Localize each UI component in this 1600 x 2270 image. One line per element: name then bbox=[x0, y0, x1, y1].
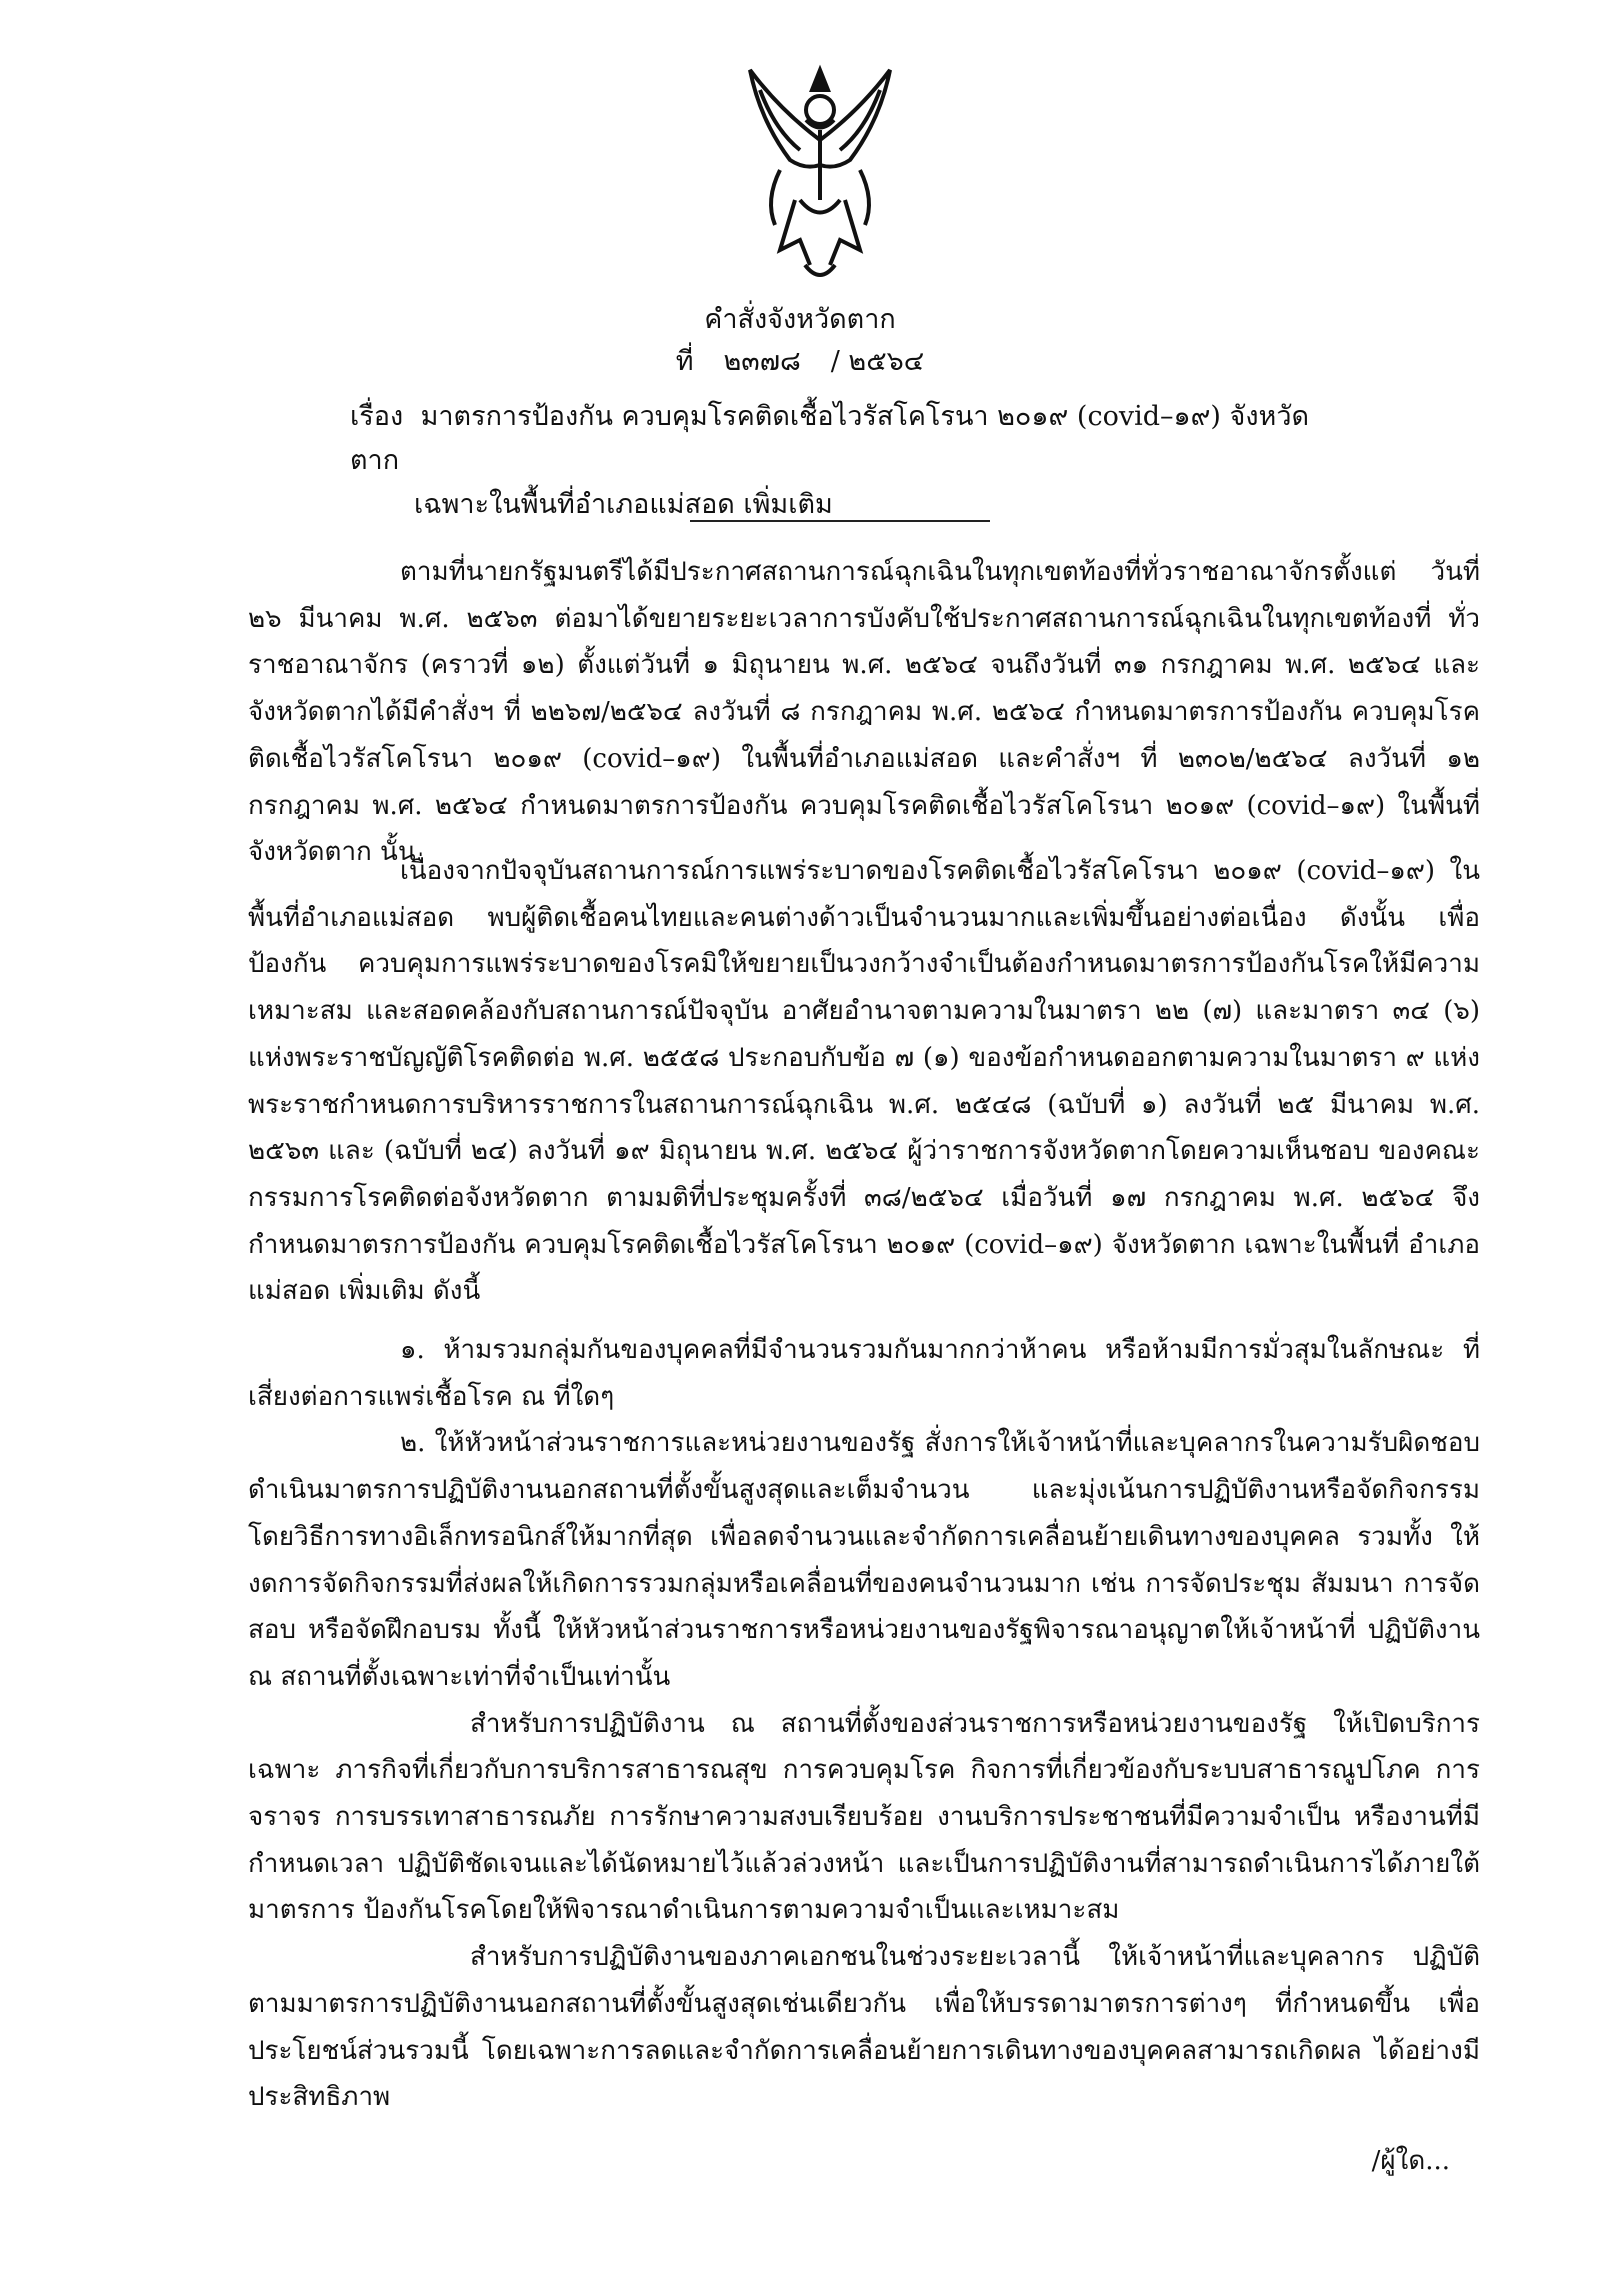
subject-label: เรื่อง bbox=[350, 401, 404, 432]
measure-item-2: ๒. ให้หัวหน้าส่วนราชการและหน่วยงานของรัฐ สั่งการให้เจ้าหน้าที่และบุคลากรในความรับผิดชอบ ดำเนินมาตรการปฏิบัติงานนอกสถานที่ตั้งขั้นสูงสุดและเต็มจำนวน และมุ่งเน้นการปฏิบัติงานหรือจัดกิจกรรม โดยวิธีการทางอิเล็กทรอนิกส์ให้มากที่สุด เพื่อลดจำนวนและจำกัดการเคลื่อนย้ายเดินทางของบุคคล รวมทั้ง ให้งดการจัดกิจกรรมที่ส่งผลให้เกิดการรวมกลุ่มหรือเคลื่อนที่ของคนจำนวนมาก เช่น การจัดประชุม สัมมนา การจัดสอบ หรือจัดฝึกอบรม ทั้งนี้ ให้หัวหน้าส่วนราชการหรือหน่วยงานของรัฐพิจารณาอนุญาตให้เจ้าหน้าที่ ปฏิบัติงาน ณ สถานที่ตั้งเฉพาะเท่าที่จำเป็นเท่านั้น bbox=[248, 1428, 1480, 1692]
garuda-emblem-icon bbox=[720, 50, 920, 290]
paragraph-2-text: เนื่องจากปัจจุบันสถานการณ์การแพร่ระบาดของโรคติดเชื้อไวรัสโคโรนา ๒๐๑๙ (covid–๑๙) ในพื้นที่อำเภอแม่สอด พบผู้ติดเชื้อคนไทยและคนต่างด้าวเป็นจำนวนมากและเพิ่มขึ้นอย่างต่อเนื่อง ดังนั้น เพื่อป้องกัน ควบคุมการแพร่ระบาดของโรคมิให้ขยายเป็นวงกว้างจำเป็นต้องกำหนดมาตรการป้องกันโรคให้มีความเหมาะสม และสอดคล้องกับสถานการณ์ปัจจุบัน อาศัยอำนาจตามความในมาตรา ๒๒ (๗) และมาตรา ๓๔ (๖) แห่งพระราชบัญญัติโรคติดต่อ พ.ศ. ๒๕๕๘ ประกอบกับข้อ ๗ (๑) ของข้อกำหนดออกตามความในมาตรา ๙ แห่งพระราชกำหนดการบริหารราชการในสถานการณ์ฉุกเฉิน พ.ศ. ๒๕๔๘ (ฉบับที่ ๑) ลงวันที่ ๒๕ มีนาคม พ.ศ. ๒๕๖๓ และ (ฉบับที่ ๒๔) ลงวันที่ ๑๙ มิถุนายน พ.ศ. ๒๕๖๔ ผู้ว่าราชการจังหวัดตากโดยความเห็นชอบ ของคณะกรรมการโรคติดต่อจังหวัดตาก ตามมติที่ประชุมครั้งที่ ๓๘/๒๕๖๔ เมื่อวันที่ ๑๗ กรกฎาคม พ.ศ. ๒๕๖๔ จึงกำหนดมาตรการป้องกัน ควบคุมโรคติดเชื้อไวรัสโคโรนา ๒๐๑๙ (covid–๑๙) จังหวัดตาก เฉพาะในพื้นที่ อำเภอแม่สอด เพิ่มเติม ดังนี้ bbox=[248, 856, 1480, 1307]
title-divider bbox=[690, 520, 990, 522]
paragraph-1-text: ตามที่นายกรัฐมนตรีได้มีประกาศสถานการณ์ฉุกเฉินในทุกเขตท้องที่ทั่วราชอาณาจักรตั้งแต่ วันที่ ๒๖ มีนาคม พ.ศ. ๒๕๖๓ ต่อมาได้ขยายระยะเวลาการบังคับใช้ประกาศสถานการณ์ฉุกเฉินในทุกเขตท้องที่ ทั่วราชอาณาจักร (คราวที่ ๑๒) ตั้งแต่วันที่ ๑ มิถุนายน พ.ศ. ๒๕๖๔ จนถึงวันที่ ๓๑ กรกฎาคม พ.ศ. ๒๕๖๔ และจังหวัดตากได้มีคำสั่งฯ ที่ ๒๒๖๗/๒๕๖๔ ลงวันที่ ๘ กรกฎาคม พ.ศ. ๒๕๖๔ กำหนดมาตรการป้องกัน ควบคุมโรค ติดเชื้อไวรัสโคโรนา ๒๐๑๙ (covid–๑๙) ในพื้นที่อำเภอแม่สอด และคำสั่งฯ ที่ ๒๓๐๒/๒๕๖๔ ลงวันที่ ๑๒ กรกฎาคม พ.ศ. ๒๕๖๔ กำหนดมาตรการป้องกัน ควบคุมโรคติดเชื้อไวรัสโคโรนา ๒๐๑๙ (covid–๑๙) ในพื้นที่จังหวัดตาก นั้น bbox=[248, 557, 1480, 868]
order-number-label: ที่ bbox=[675, 346, 694, 377]
measures-list bbox=[248, 1327, 1480, 2121]
measure-item-2-sub-1: สำหรับการปฏิบัติงาน ณ สถานที่ตั้งของส่วนราชการหรือหน่วยงานของรัฐ ให้เปิดบริการเฉพาะ ภารกิจที่เกี่ยวกับการบริการสาธารณสุข การควบคุมโรค กิจการที่เกี่ยวข้องกับระบบสาธารณูปโภค การจราจร การบรรเทาสาธารณภัย การรักษาความสงบเรียบร้อย งานบริการประชาชนที่มีความจำเป็น หรืองานที่มีกำหนดเวลา ปฏิบัติชัดเจนและได้นัดหมายไว้แล้วล่วงหน้า และเป็นการปฏิบัติงานที่สามารถดำเนินการได้ภายใต้มาตรการ ป้องกันโรคโดยให้พิจารณาดำเนินการตามความจำเป็นและเหมาะสม bbox=[248, 1708, 1480, 1926]
measure-item-1: ๑. ห้ามรวมกลุ่มกันของบุคคลที่มีจำนวนรวมกันมากกว่าห้าคน หรือห้ามมีการมั่วสุมในลักษณะ ที่เสี่ยงต่อการแพร่เชื้อโรค ณ ที่ใดๆ bbox=[248, 1335, 1480, 1412]
order-number-line bbox=[0, 342, 1600, 382]
measure-item-2-sub-2: สำหรับการปฏิบัติงานของภาคเอกชนในช่วงระยะเวลานี้ ให้เจ้าหน้าที่และบุคลากร ปฏิบัติตามมาตรการปฏิบัติงานนอกสถานที่ตั้งขั้นสูงสุดเช่นเดียวกัน เพื่อให้บรรดามาตรการต่างๆ ที่กำหนดขึ้น เพื่อประโยชน์ส่วนรวมนี้ โดยเฉพาะการลดและจำกัดการเคลื่อนย้ายการเดินทางของบุคคลสามารถเกิดผล ได้อย่างมีประสิทธิภาพ bbox=[248, 1942, 1480, 2113]
page-continuation: /ผู้ใด... bbox=[1371, 2146, 1450, 2176]
order-title: คำสั่งจังหวัดตาก bbox=[704, 304, 896, 335]
subject-line-1: มาตรการป้องกัน ควบคุมโรคติดเชื้อไวรัสโคโรนา ๒๐๑๙ (covid–๑๙) จังหวัดตาก bbox=[350, 401, 1310, 476]
order-number-value: ๒๓๗๘ bbox=[723, 346, 801, 377]
paragraph-2 bbox=[248, 848, 1480, 1315]
paragraph-1 bbox=[248, 549, 1480, 876]
subject-line-2: เฉพาะในพื้นที่อำเภอแม่สอด เพิ่มเติม bbox=[414, 489, 833, 520]
subject-block bbox=[350, 395, 1350, 527]
order-number-year: / ๒๕๖๔ bbox=[830, 346, 925, 377]
